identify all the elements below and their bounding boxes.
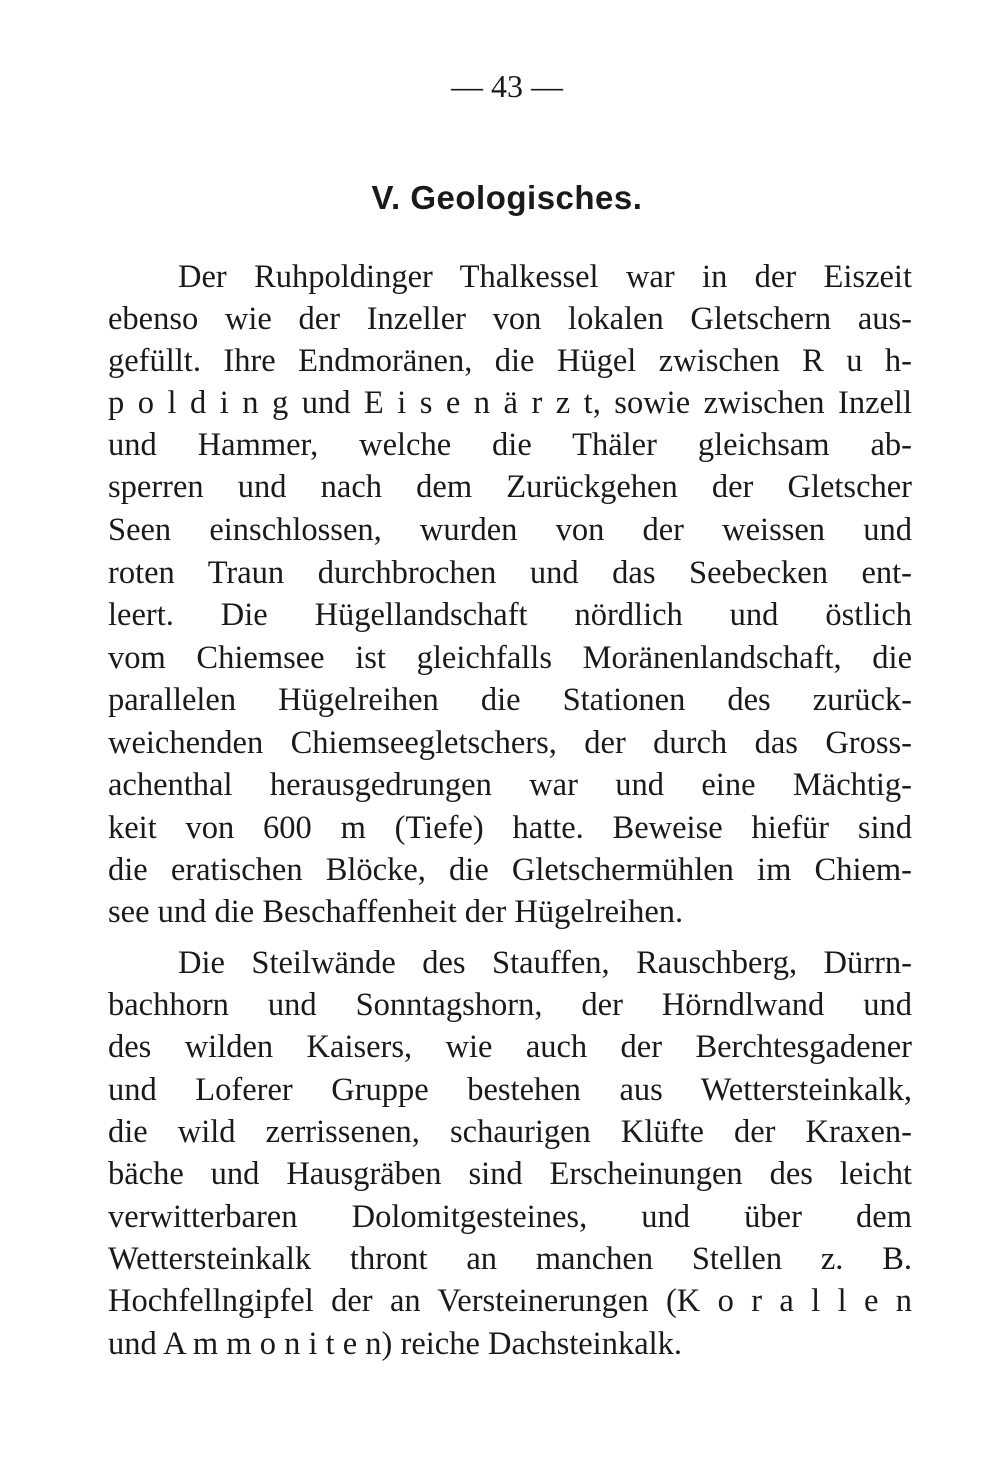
- paragraph-2-line-2: bachhorn und Sonntagshorn, der Hörndlwand und: [108, 987, 912, 1023]
- paragraph-1-line-6: sperren und nach dem Zurückgehen der Gletscher: [108, 469, 912, 505]
- paragraph-2-line-9: Hochfellngipfel der an Versteinerungen (K o r a l l e n: [108, 1283, 912, 1319]
- paragraph-1-line-7: Seen einschlossen, wurden von der weissen und: [108, 512, 912, 548]
- paragraph-1-line-5: und Hammer, welche die Thäler gleichsam ab-: [108, 427, 912, 463]
- page-number: — 43 —: [451, 68, 563, 104]
- paragraph-1-line-8: roten Traun durchbrochen und das Seebecken ent-: [108, 555, 912, 591]
- paragraph-2-line-7: verwitterbaren Dolomitgesteines, und über dem: [108, 1199, 912, 1235]
- paragraph-2-line-6: bäche und Hausgräben sind Erscheinungen des leicht: [108, 1156, 912, 1192]
- paragraph-1-line-16: see und die Beschaffenheit der Hügelreihen.: [108, 894, 684, 930]
- section-heading: V. Geologisches.: [371, 179, 643, 216]
- paragraph-1-line-4: p o l d i n g und E i s e n ä r z t, sowie zwischen Inzell: [108, 385, 912, 421]
- paragraph-2-line-5: die wild zerrissenen, schaurigen Klüfte der Kraxen-: [108, 1114, 912, 1150]
- paragraph-2-line-1: Die Steilwände des Stauffen, Rauschberg, Dürrn-: [178, 945, 912, 981]
- paragraph-1-line-11: parallelen Hügelreihen die Stationen des zurück-: [108, 682, 912, 718]
- paragraph-1-line-3: gefüllt. Ihre Endmoränen, die Hügel zwischen R u h-: [108, 343, 912, 379]
- paragraph-2-line-10: und A m m o n i t e n) reiche Dachsteinkalk.: [108, 1326, 683, 1362]
- paragraph-1-line-12: weichenden Chiemseegletschers, der durch das Gross-: [108, 725, 912, 761]
- paragraph-1-line-2: ebenso wie der Inzeller von lokalen Gletschern aus-: [108, 301, 912, 337]
- paragraph-1-line-14: keit von 600 m (Tiefe) hatte. Beweise hiefür sind: [108, 810, 912, 846]
- paragraph-2-line-4: und Loferer Gruppe bestehen aus Wettersteinkalk,: [108, 1072, 912, 1108]
- paragraph-1-line-13: achenthal herausgedrungen war und eine Mächtig-: [108, 767, 912, 803]
- paragraph-2-line-3: des wilden Kaisers, wie auch der Berchtesgadener: [108, 1029, 912, 1065]
- paragraph-2-line-8: Wettersteinkalk thront an manchen Stellen z. B.: [108, 1241, 912, 1277]
- paragraph-1-line-9: leert. Die Hügellandschaft nördlich und östlich: [108, 597, 912, 633]
- paragraph-1-line-1: Der Ruhpoldinger Thalkessel war in der Eiszeit: [178, 259, 912, 295]
- paragraph-1-line-10: vom Chiemsee ist gleichfalls Moränenlandschaft, die: [108, 640, 912, 676]
- paragraph-1-line-15: die eratischen Blöcke, die Gletschermühlen im Chiem-: [108, 852, 912, 888]
